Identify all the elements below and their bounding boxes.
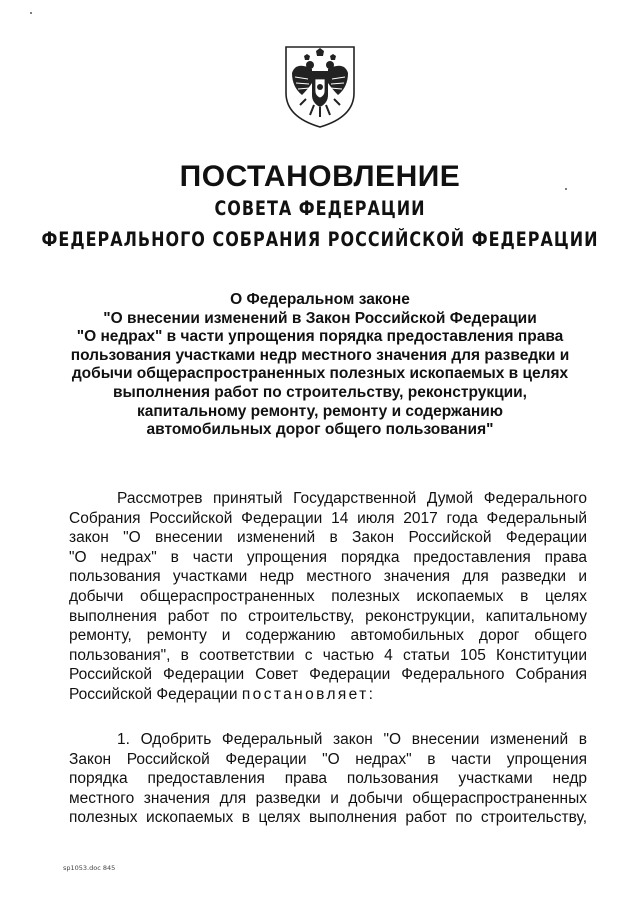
paragraph-item-1 [69,730,587,828]
document-subtitle-council: СОВЕТА ФЕДЕРАЦИИ [214,197,426,220]
paragraph-line: Российской Федерации Совет Федерации Федерального Собрания [69,666,587,684]
paragraph-line: ремонту, ремонту и содержанию автомобильных дорог общего [69,627,587,645]
law-title-line: автомобильных дорог общего пользования" [146,421,494,439]
law-title [60,291,580,440]
law-title-line: пользования участками недр местного значения для разведки и [70,346,570,364]
paragraph-line: "О недрах" в части упрощения порядка предоставления права [69,548,587,566]
document-subtitle-assembly: ФЕДЕРАЛЬНОГО СОБРАНИЯ РОССИЙСКОЙ ФЕДЕРАЦИИ [41,228,599,251]
law-title-line: капитальному ремонту, ремонту и содержанию [137,402,503,420]
paragraph-tail: Российской Федерации [69,685,238,703]
coat-of-arms-icon [282,43,358,129]
law-title-line: добычи общераспространенных полезных ископаемых в целях [71,365,569,383]
paragraph-line: полезных ископаемых в целях выполнения работ по строительству, [69,809,587,827]
paragraph-line: Собрания Российской Федерации 14 июля 2017 года Федеральный [69,509,587,527]
paragraph-line: Закон Российской Федерации "О недрах" в части упрощения [69,750,587,768]
law-title-line: "О внесении изменений в Закон Российской Федерации [103,309,537,327]
paragraph-line: пользования", в соответствии с частью 4 статьи 105 Конституции [69,646,587,664]
law-title-line: О Федеральном законе [230,291,410,308]
law-title-line: выполнения работ по строительству, реконструкции, [113,383,527,401]
paragraph-line: 1. Одобрить Федеральный закон "О внесении изменений в [117,731,587,748]
law-title-line: "О недрах" в части упрощения порядка предоставления права [76,328,564,346]
resolution-verb: постановляет: [241,685,376,703]
paragraph-line: пользования участками недр местного значения для разведки и [69,568,587,586]
document-title: ПОСТАНОВЛЕНИЕ [179,160,461,193]
file-reference: sp1053.doc 845 [63,864,116,872]
paragraph-line: Рассмотрев принятый Государственной Думой Федерального [117,490,587,507]
paragraph-line: добычи общераспространенных полезных ископаемых в целях [69,587,587,605]
paragraph-line: выполнения работ по строительству, реконструкции, капитальному [69,607,587,625]
paragraph-preamble [69,489,587,705]
scan-dot [30,12,32,14]
paragraph-line: порядка предоставления права пользования участками недр [69,770,587,788]
paragraph-line-last [69,685,587,705]
paragraph-line: закон "О внесении изменений в Закон Российской Федерации [69,529,587,547]
paragraph-line: местного значения для разведки и добычи общераспространенных [69,789,587,807]
